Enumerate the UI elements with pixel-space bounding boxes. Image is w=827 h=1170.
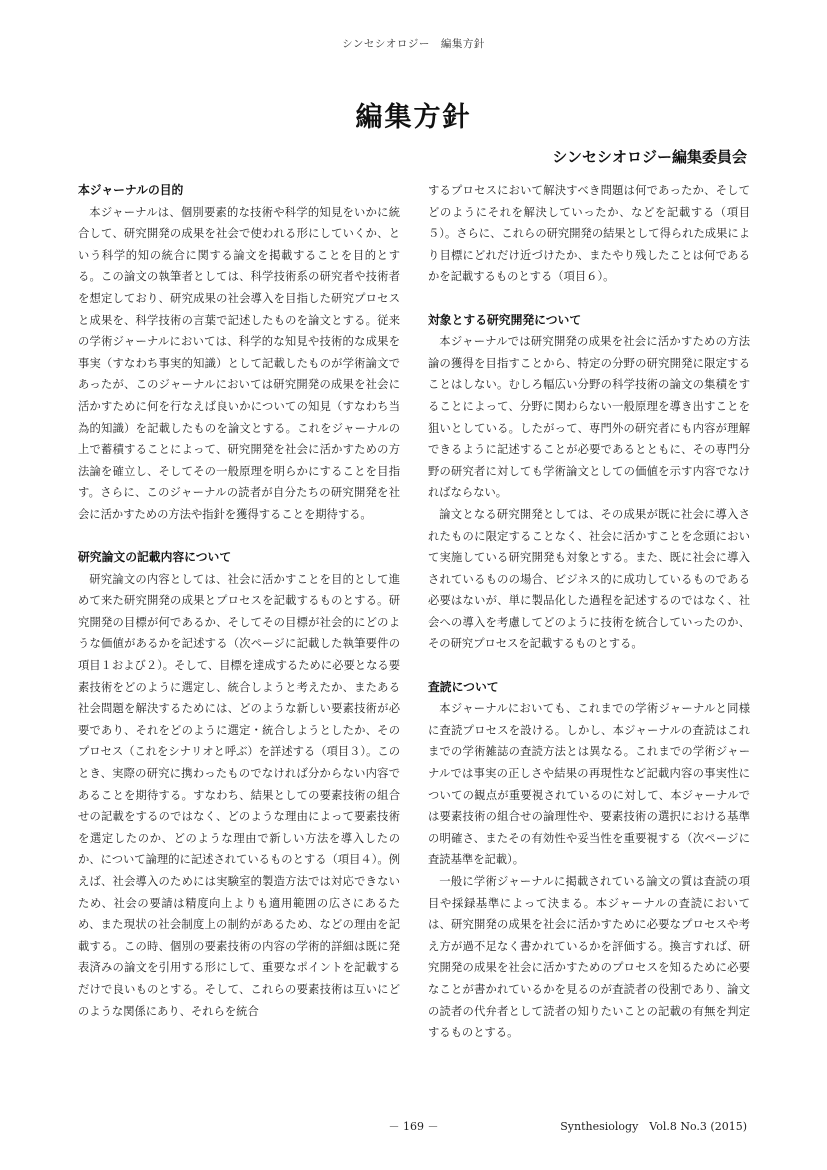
section-paragraph: 本ジャーナルは、個別要素的な技術や科学的知見をいかに統合して、研究開発の成果を社会で使われる形にしていくか、という科学的知の統合に関する論文を掲載することを目的とする。この論文の執筆者としては、科学技術系の研究者や技術者を想定しており、研究成果の社会導入を目指した研究プロセスと成果を、科学技術の言葉で記述したものを論文とする。従来の学術ジャーナルにおいては、科学的な知見や技術的な成果を事実（すなわち事実的知識）として記載したものが学術論文であったが、このジャーナルにおいては研究開発の成果を社会に活かすために何を行なえば良いかについての知見（すなわち当為的知識）を記載したものを論文とする。これをジャーナルの上で蓄積することによって、研究開発を社会に活かすための方法論を確立し、そしてその一般原理を明らかにすることを目指す。さらに、このジャーナルの読者が自分たちの研究開発を社会に活かすための方法や指針を獲得することを期待する。 (78, 205, 400, 521)
page-number: － 169 － (388, 1120, 439, 1133)
section-paragraph: 論文となる研究開発としては、その成果が既に社会に導入されたものに限定することなく、社会に活かすことを念頭において実施している研究開発も対象とする。また、既に社会に導入されているものの場合、ビジネス的に成功しているものである必要はないが、単に製品化した過程を記述するのではなく、社会への導入を考慮してどのように技術を統合していったのか、その研究プロセスを記載するものとする。 (428, 507, 750, 651)
right-column (428, 180, 750, 1044)
continued-paragraph: するプロセスにおいて解決すべき問題は何であったか、そしてどのようにそれを解決していったか、などを記載する（項目５）。さらに、これらの研究開発の結果として得られた成果により目標にどれだけ近づけたか、またやり残したことは何であるかを記載するものとする（項目６）。 (428, 184, 750, 284)
running-header: シンセシオロジー 編集方針 (342, 38, 485, 50)
author-line: シンセシオロジー編集委員会 (552, 148, 747, 166)
section-paragraph: 研究論文の内容としては、社会に活かすことを目的として進めて来た研究開発の成果とプロセスを記載するものとする。研究開発の目標が何であるか、そしてその目標が社会的にどのような価値があるかを記述する（次ページに記載した執筆要件の項目１および２）。そして、目標を達成するために必要となる要素技術をどのように選定し、統合しようと考えたか、またある社会問題を解決するためには、どのような新しい要素技術が必要であり、それをどのように選定・統合しようとしたか、そのプロセス（これをシナリオと呼ぶ）を詳述する（項目３）。このとき、実際の研究に携わったものでなければ分からない内容であることを期待する。すなわち、結果としての要素技術の組合せの記載をするのではなく、どのような理由によって要素技術を選定したのか、どのような理由で新しい方法を導入したのか、について論理的に記述されているものとする（項目４）。例えば、社会導入のためには実験室的製造方法では対応できないため、社会の要請は精度向上よりも適用範囲の広さにあるため、また現状の社会制度上の制約があるため、などの理由を記載する。この時、個別の要素技術の内容の学術的詳細は既に発表済みの論文を引用する形にして、重要なポイントを記載するだけで良いものとする。そして、これらの要素技術は互いにどのような関係にあり、それらを統合 (78, 572, 400, 1018)
journal-citation: Synthesiology Vol.8 No.3 (2015) (560, 1120, 747, 1133)
section-heading-review: 査読について (428, 679, 499, 694)
section-heading-target-research: 対象とする研究開発について (428, 312, 582, 327)
section-paragraph: 本ジャーナルにおいても、これまでの学術ジャーナルと同様に査読プロセスを設ける。しかし、本ジャーナルの査読はこれまでの学術雑誌の査読方法とは異なる。これまでの学術ジャーナルでは事実の正しさや結果の再現性など記載内容の事実性についての観点が重要視されているのに対して、本ジャーナルでは要素技術の組合せの論理性や、要素技術の選択における基準の明確さ、またその有効性や妥当性を重要視する（次ページに査読基準を記載）。 (428, 702, 750, 867)
section-heading-purpose: 本ジャーナルの目的 (78, 183, 184, 197)
section-paragraph: 本ジャーナルでは研究開発の成果を社会に活かすための方法論の獲得を目指すことから、特定の分野の研究開発に限定することはしない。むしろ幅広い分野の科学技術の論文の集積をすることによって、分野に関わらない一般原理を導き出すことを狙いとしている。したがって、専門外の研究者にも内容が理解できるように記述することが必要であるとともに、その専門分野の研究者に対しても学術論文としての価値を示す内容でなければならない。 (428, 335, 750, 500)
section-heading-paper-content: 研究論文の記載内容について (78, 550, 232, 565)
section-paragraph: 一般に学術ジャーナルに掲載されている論文の質は査読の項目や採録基準によって決まる。本ジャーナルの査読においては、研究開発の成果を社会に活かすために必要なプロセスや考え方が過不足なく書かれているかを評価する。換言すれば、研究開発の成果を社会に活かすためのプロセスを知るために必要なことが書かれているかを見るのが査読者の役割であり、論文の読者の代弁者として読者の知りたいことの記載の有無を判定するものとする。 (428, 875, 750, 1040)
left-column (78, 180, 400, 1022)
page-title: 編集方針 (355, 102, 472, 133)
